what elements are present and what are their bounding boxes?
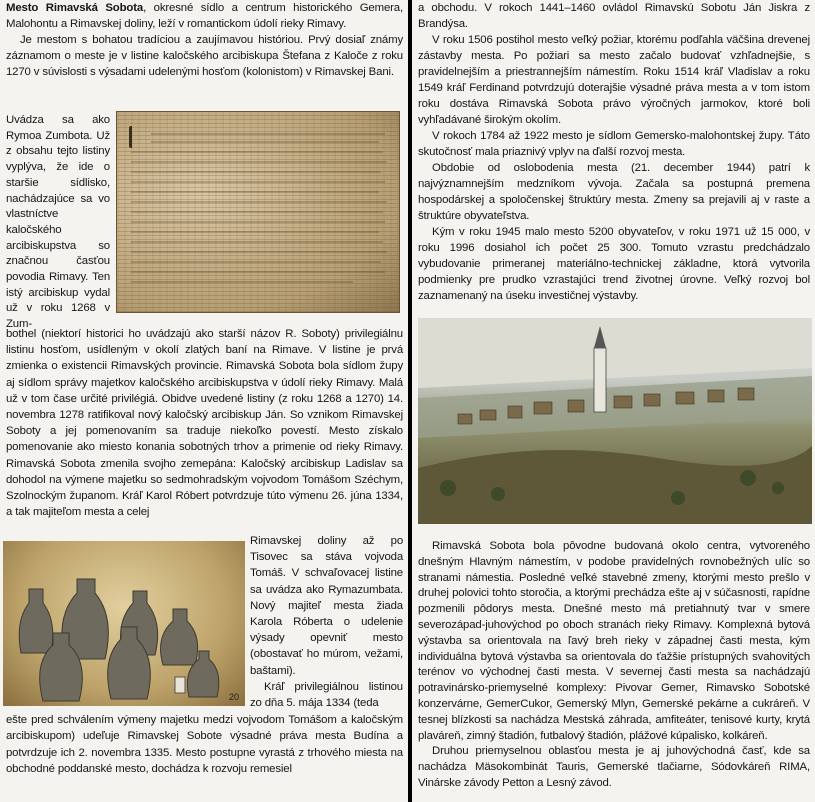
continuation-paragraph: a obchodu. V rokoch 1441–1460 ovládol Rimavskú Sobotu Ján Jiskra z Brandýsa. <box>418 2 810 30</box>
photo-page-number: 20 <box>228 692 239 702</box>
population-paragraph: Kým v roku 1945 malo mesto 5200 obyvateľov, v roku 1971 už 15 000, v roku 1996 dosiahol ich počet 25 300. Tomuto vzrastu predchádzalo vybudovanie primeranej materiálno-technickej základne, ktorá vytvorila podmienky pre prudko vzrastajúci trend životnej úrovne. Veľký rozvoj bol zaznamenaný na úseku investičnej výstavby. <box>418 226 810 302</box>
right-text-bottom <box>418 539 810 792</box>
history-paragraph-lead: Je mestom s bohatou tradíciou a zaujímavou históriou. Prvý dosiaľ známy záznamom o meste je v listine kaločského arcibiskupa Štefana z Kaloče z roku 1270 v súvislosti s výsadami udelenými hosťom (kolonistom) v Rimavskej Bani. <box>6 34 403 79</box>
charter-handwriting <box>117 112 399 312</box>
intro-paragraph <box>6 0 403 80</box>
vessels-illustration <box>3 541 245 706</box>
right-column <box>412 0 815 802</box>
right-text-top <box>418 0 810 304</box>
privilege-paragraph-narrow: Kráľ privilegiálnou listinou zo dňa 5. mája 1334 (teda <box>250 680 403 710</box>
privilege-paragraph-continued: ešte pred schválením výmeny majetku medzi vojvodom Tomášom a kaločským arcibiskupom) udeľuje Rimavskej Sobote výsadné práva mesta Budína a potvrdzuje ich 2. novembra 1335. Mesto postupne vyrastá z trhového miesta na obchodné poddanské mesto, dochádza k rozvoju remesiel <box>6 714 403 775</box>
ownership-paragraph: Rimavskej doliny až po Tisovec sa stáva vojvoda Tomáš. V schvaľovacej listine sa uvádza ako Rymazumbata. Nový majiteľ mesta žiada Karola Róberta o udelenie výsady opevniť mesto (obostavať ho múrom, vežami, baštami). <box>250 535 403 677</box>
county-paragraph: V rokoch 1784 až 1922 mesto je sídlom Gemersko-malohontskej župy. Táto skutočnosť mala priaznivý vplyv na ďalší rozvoj mesta. <box>418 130 810 158</box>
history-paragraph-continued: bothel (niektorí historici ho uvádzajú ako starší názov R. Soboty) privilegiálnu listinu hosťom, usídleným v okolí zlatých baní na Rimave. V listine je prvá zmienka o existencii Rimavských provincie. Rimavská Sobota bola sídlom župy aj sídlom správy majetkov kaločského arcibiskupstva v údolí rieky Rimavy. Malá už v tom čase určité privilégiá. Obidve uvedené listiny (z roku 1268 a 1270) 14. novembra 1278 ratifikoval nový kaločský arcibiskup Ján. So vznikom Rimavskej Soboty a jej pomenovaním sa traduje niekoľko povestí. Mesto získalo pomenovanie ako miesto konania sobotných trhov a primenie od rieky Rimavy. Rimavská Sobota zmenila svojho zemepána: Kaločský arcibiskup Ladislav sa dohodol na výmene majetku so sedmohradským vojvodom Tomášom Széchym, Szolnockým županom. Kráľ Karol Róbert potvrdzuje túto výmenu 26. júna 1334, a tak majiteľom mesta a celej <box>6 328 403 519</box>
article-title: Mesto Rimavská Sobota <box>6 2 144 14</box>
industry-paragraph: Druhou priemyselnou oblasťou mesta je aj juhovýchodná časť, kde sa nachádza Mäsokombinát Tauris, Gemerské tlačiarne, Sódovkáreň RIMA, Vinárske závody Petton a Lesný závod. <box>418 745 810 789</box>
historic-town-painting <box>418 318 812 524</box>
fire-paragraph: V roku 1506 postihol mesto veľký požiar, ktorému podľahla väčšina drevenej zástavby mesta. Po požiari sa mesto začalo budovať vzhľadnejšie, s pravidelnejším a priestrannejším námestím. Roku 1514 kráľ Vladislav a roku 1549 kráľ Ferdinand potvrdzujú doterajšie výsadné práva mesta a v tom istom roku dostáva Rimavská Sobota právo výročných jarmokov, ktoré boli vyhľadávané širokým okolím. <box>418 34 810 126</box>
ceramic-vessels-photo <box>3 541 245 706</box>
liberation-paragraph: Obdobie od oslobodenia mesta (21. december 1944) patrí k najvýznamnejším medzníkom vývoja. Začala sa postupná premena hospodárskej a spoločenskej štruktúry mesta. Zmeny sa prejavili aj v raste a štruktúre obyvateľstva. <box>418 162 810 222</box>
urban-layout-paragraph: Rimavská Sobota bola pôvodne budovaná okolo centra, vytvoreného dnešným Hlavným námestím, v podobe pravidelných rovnobežných ulíc so stranami námestia. Posledné veľké stavebné zmeny, ktorými mesto prešlo v druhej polovici tohto storočia, a ktorými prechádza ešte aj v súčasnosti, rapídne pozmenili pôdorys mesta. Dnešné mesto má pretiahnutý tvar v smere severozápad-juhovýchod po oboch stranách rieky Rimavy. Komplexná bytová výstavba sa orientovala na ľavý breh rieky v západnej časti mesta, kým individuálna bytová výstavba sa orientovala do ťažšie prístupných svahovitých terénov vo východnej časti mesta. V severnej časti mesta sa nachádzajú potravinársko-priemyselné komplexy: Pivovar Gemer, Rimavsko Sobotské konzervárne, GemerCukor, Gemerský Mlyn, Gemerské pekárne a cukráreň. V tesnej blízkosti sa nachádza Mestská záhrada, amfiteáter, tenisové kurty, krytá plaváreň, zimný štadión, futbalový štadión, plážové kúpalisko, kolkáreň. <box>418 540 810 742</box>
town-view-illustration <box>418 318 812 524</box>
ownership-paragraph-narrow <box>250 533 403 711</box>
charter-document-photo <box>116 111 400 313</box>
history-paragraph-narrow: Uvádza sa ako Rymoa Zumbota. Už z obsahu tejto listiny vyplýva, že ide o staršie sídlisko, nachádzajúce sa vo vlastníctve kaločského arcibiskupstva so značnou časťou povodia Rimavy. Ten istý arcibiskup vydal už v roku 1268 v Zum- <box>6 114 110 331</box>
intro-text: , okresné sídlo a centrum historického Gemera, Malohontu a Rimavskej doliny, leží v romantickom údolí rieky Rimavy. <box>6 2 403 31</box>
